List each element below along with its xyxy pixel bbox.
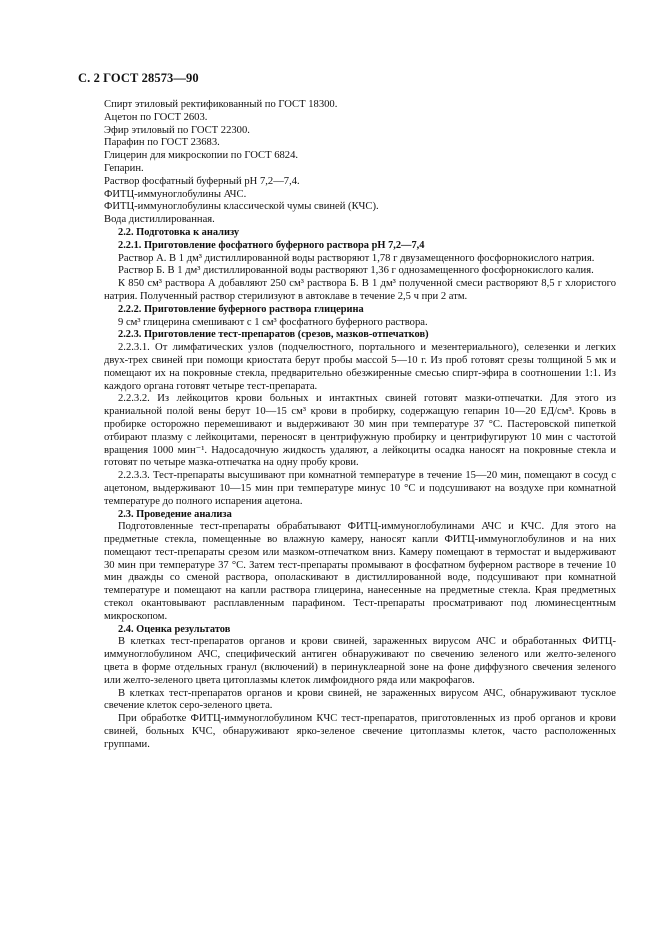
material-item: Глицерин для микроскопии по ГОСТ 6824. bbox=[104, 150, 299, 162]
paragraph-solution-b: Раствор Б. В 1 дм³ дистиллированной воды растворяют 1,36 г однозамещенного фосфорнокислого калия. bbox=[118, 265, 594, 277]
material-item: ФИТЦ-иммуноглобулины АЧС. bbox=[104, 188, 247, 200]
paragraph-results-1: В клетках тест-препаратов органов и крови свиней, зараженных вирусом АЧС и обработанных ФИТЦ-иммуноглобулином АЧС, специфический антиген обнаруживают по свечению зеленого или желто-зеленого цвета в форме отдельных гранул (включений) в перинуклеарной зоне на фоне диффузного свечения зеленого или желто-зеленого цвета цитоплазмы клеток лимфоидного ряда или макрофагов. bbox=[104, 636, 616, 686]
material-item: Раствор фосфатный буферный рН 7,2—7,4. bbox=[104, 175, 300, 187]
paragraph-mixing: К 850 см³ раствора А добавляют 250 см³ раствора Б. В 1 дм³ полученной смеси растворяют 8,5 г хлористого натрия. Полученный раствор стерилизуют в автоклаве в течение 2,5 ч при 2 атм. bbox=[104, 278, 616, 302]
page-header: С. 2 ГОСТ 28573—90 bbox=[78, 71, 199, 85]
paragraph-2-2-3-3: 2.2.3.3. Тест-препараты высушивают при комнатной температуре в течение 15—20 мин, помещают в сосуд с ацетоном, выдерживают 10—15 мин при температуре минус 10 °С и подсушивают на воздухе при комнатной температуре до полного испарения ацетона. bbox=[104, 470, 616, 507]
section-heading-2-2-2: 2.2.2. Приготовление буферного раствора глицерина bbox=[118, 303, 364, 315]
material-item: Парафин по ГОСТ 23683. bbox=[104, 137, 220, 149]
paragraph-solution-a: Раствор А. В 1 дм³ дистиллированной воды растворяют 1,78 г двузамещенного фосфорнокислого натрия. bbox=[118, 252, 595, 264]
paragraph-analysis: Подготовленные тест-препараты обрабатывают ФИТЦ-иммуноглобулинами АЧС и КЧС. Для этого на предметные стекла, помещенные во влажную камеру, наносят капли ФИТЦ-иммуноглобулинов и на них помещают тест-препараты срезом или мазком-отпечатком вниз. Камеру помещают в термостат и выдерживают 30 мин при температуре 37 °С. Затем тест-препараты промывают в фосфатном буферном растворе в течение 10 мин дважды со сменой раствора, ополаскивают в дистиллированной воде, подсушивают при комнатной температуре и помещают на капли раствора глицерина, нанесенные на предметные стекла. Края предметных стекол окантовывают расплавленным парафином. Тест-препараты просматривают под люминесцентным микроскопом. bbox=[104, 521, 616, 622]
paragraph-results-3: При обработке ФИТЦ-иммуноглобулином КЧС тест-препаратов, приготовленных из проб органов и крови свиней, больных КЧС, обнаруживают ярко-зеленое свечение цитоплазмы клеток, часто расположенных группами. bbox=[104, 713, 616, 750]
section-heading-2-2-3: 2.2.3. Приготовление тест-препаратов (срезов, мазков-отпечатков) bbox=[118, 329, 429, 341]
material-item: Эфир этиловый по ГОСТ 22300. bbox=[104, 124, 250, 136]
document-body bbox=[104, 99, 616, 752]
material-item: ФИТЦ-иммуноглобулины классической чумы свиней (КЧС). bbox=[104, 201, 379, 213]
section-heading-2-2: 2.2. Подготовка к анализу bbox=[118, 226, 240, 238]
section-heading-2-2-1: 2.2.1. Приготовление фосфатного буферного раствора рН 7,2—7,4 bbox=[118, 239, 425, 251]
paragraph-glycerin: 9 см³ глицерина смешивают с 1 см³ фосфатного буферного раствора. bbox=[118, 316, 428, 328]
materials-list bbox=[104, 99, 616, 227]
material-item: Спирт этиловый ректификованный по ГОСТ 18300. bbox=[104, 99, 338, 110]
material-item: Вода дистиллированная. bbox=[104, 214, 215, 226]
paragraph-results-2: В клетках тест-препаратов органов и крови свиней, не зараженных вирусом АЧС, обнаруживают тусклое свечение клеток серо-зеленого цвета. bbox=[104, 687, 616, 712]
paragraph-2-2-3-2: 2.2.3.2. Из лейкоцитов крови больных и интактных свиней готовят мазки-отпечатки. Для этого из краниальной полой вены берут 10—15 см³ крови в пробирку, содержащую гепарин 10—20 ЕД/см³. Кровь в пробирке осторожно перемешивают и выдерживают 30 мин при температуре 37 °С. Пастеровской пипеткой отбирают плазму с лейкоцитами, переносят в центрифужную пробирку и центрифугируют 10 мин с частотой вращения 1000 мин⁻¹. Надосадочную жидкость удаляют, а лейкоциты осадка наносят на покровные стекла и готовят по четыре мазка-отпечатка на одну пробу крови. bbox=[104, 393, 616, 469]
section-heading-2-4: 2.4. Оценка результатов bbox=[118, 623, 231, 635]
section-heading-2-3: 2.3. Проведение анализа bbox=[118, 508, 232, 520]
material-item: Гепарин. bbox=[104, 162, 144, 174]
material-item: Ацетон по ГОСТ 2603. bbox=[104, 111, 208, 123]
paragraph-2-2-3-1: 2.2.3.1. От лимфатических узлов (подчелюстного, портального и мезентериального), селезенки и легких двух-трех свиней при помощи криостата берут пробы массой 5—10 г. Из проб готовят срезы толщиной 5 мк и помещают их на покровные стекла, предварительно обезжиренные смесью спирт-эфира в соотношении 1:1. Из каждого органа готовят четыре тест-препарата. bbox=[104, 342, 616, 392]
